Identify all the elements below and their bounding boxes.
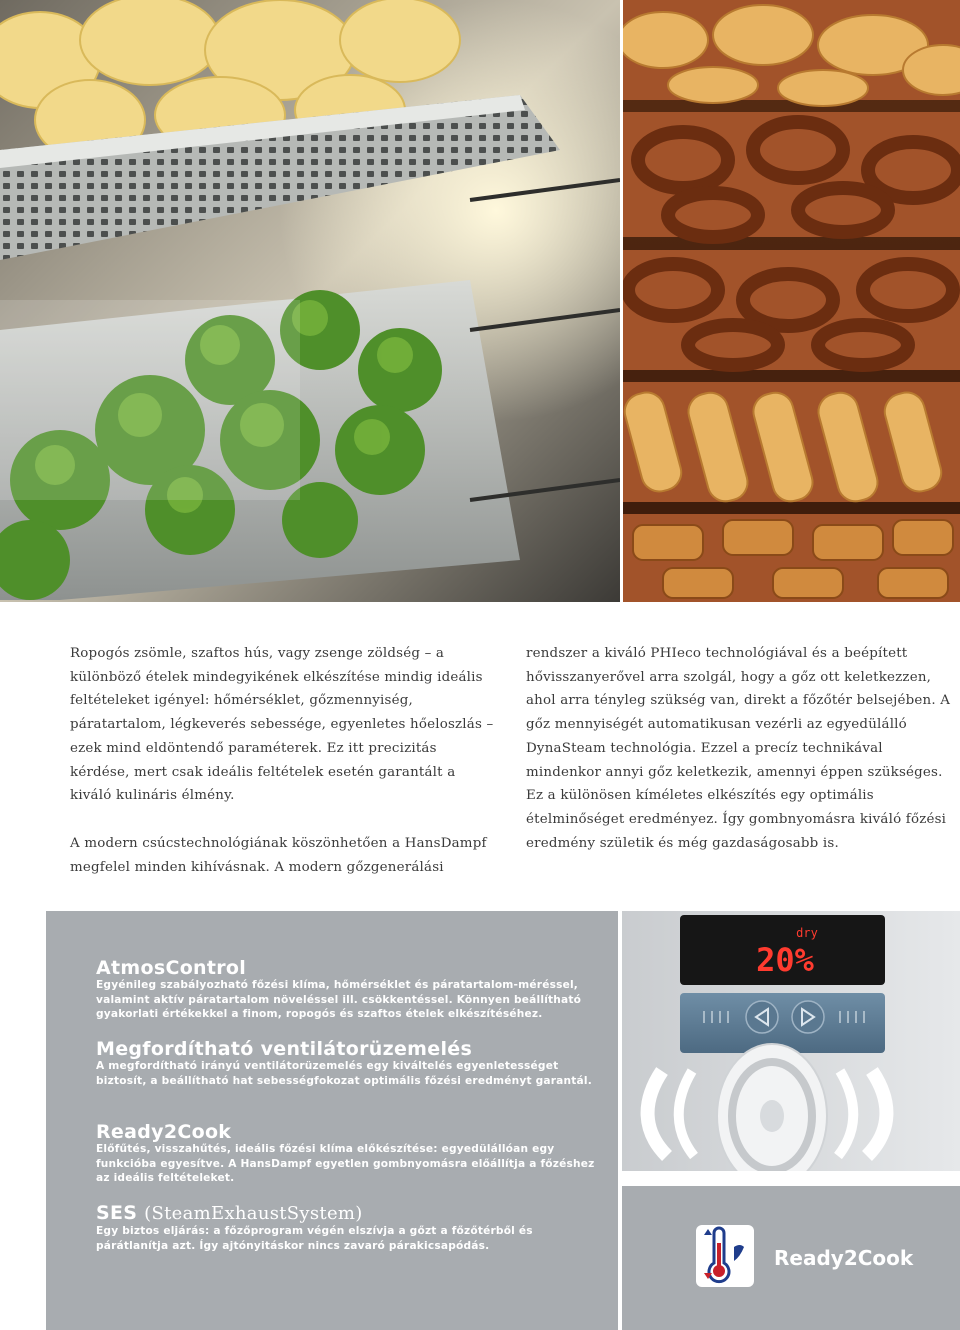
feature-atmoscontrol xyxy=(96,958,596,1022)
control-panel-photo xyxy=(622,911,960,1171)
feature-title: SES (SteamExhaustSystem) xyxy=(96,1202,363,1224)
feature-ready2cook xyxy=(96,1122,596,1186)
feature-text: A megfordítható irányú ventilátorüzemelés egy kiváltelés egyenletességet biztosít, a beállítható hat sebességfokozat optimális főzési eredményt garantál. xyxy=(96,1060,592,1087)
feature-text: Előfűtés, visszahűtés, ideális főzési klíma előkészítése: egyedülállóan egy funkcióba egyesítve. A HansDampf egyetlen gombnyomásra előállítja a főzéshez az ideális feltételeket. xyxy=(96,1143,595,1185)
feature-ses xyxy=(96,1203,596,1253)
intro-paragraph: A modern csúcstechnológiának köszönhetően a HansDampf megfelel minden kihívásnak. A modern gőzgenerálási xyxy=(70,835,487,875)
display-mode: dry xyxy=(796,926,818,940)
feature-title: Megfordítható ventilátorüzemelés xyxy=(96,1038,473,1060)
control-buttons-area xyxy=(680,993,885,1053)
feature-text: Egyénileg szabályozható főzési klíma, hőmérséklet és páratartalom-méréssel, valamint aktív páratartalom növeléssel ill. csökkentéssel. Könnyen beállítható gyakorlati értékekkel a finom, ropogós és szaftos ételek elkészítéséhez. xyxy=(96,979,582,1021)
display-value: 20% xyxy=(756,941,814,979)
thermometer-steam-icon xyxy=(690,1221,760,1291)
button-right[interactable] xyxy=(792,1001,824,1033)
photo-baked-goods-racks xyxy=(623,0,960,602)
feature-reversible-fan xyxy=(96,1039,596,1088)
ready2cook-label: Ready2Cook xyxy=(774,1246,914,1270)
intro-right-column xyxy=(526,642,951,855)
photo-steamed-vegetables xyxy=(0,0,620,602)
feature-title: AtmosControl xyxy=(96,957,247,979)
intro-left-column xyxy=(70,642,500,879)
feature-text: Egy biztos eljárás: a főzőprogram végén elszívja a gőzt a főzőtérből és párátlanítja azt. Így ajtónyitáskor nincs zavaró párakicsapódás. xyxy=(96,1225,533,1252)
button-left[interactable] xyxy=(746,1001,778,1033)
intro-paragraph: Ropogós zsömle, szaftos hús, vagy zsenge zöldség – a különböző ételek mindegyikének elkészítése mindig ideális feltételeket igényel: hőmérséklet, gőzmennyiség, páratartalom, légkeverés sebessége, egyenletes hőeloszlás – ezek mind eldöntendő paraméterek. Ez itt precizitás kérdése, mert csak ideális feltételek esetén garantált a kiváló kulináris élmény. xyxy=(70,646,494,804)
features-panel xyxy=(46,911,618,1330)
feature-title: Ready2Cook xyxy=(96,1121,232,1143)
intro-paragraph: rendszer a kiváló PHIeco technológiával és a beépített hővisszanyerővel arra szolgál, hogy a gőz ott keletkezzen, ahol arra tényleg szükség van, direkt a főzőtér belsejében. A gőz mennyiségét automatikusan vezérli az egyedülálló DynaSteam technológia. Ezzel a precíz technikával mindenkor annyi gőz keletkezik, amennyi éppen szükséges. Ez a különösen kíméletes elkészítés egy optimális ételminőséget eredményez. Így gombnyomásra kiváló főzési eredmény születik és még gazdaságosabb is. xyxy=(526,646,951,851)
feature-subtitle: (SteamExhaustSystem) xyxy=(144,1203,363,1224)
ready2cook-badge xyxy=(622,1186,960,1330)
